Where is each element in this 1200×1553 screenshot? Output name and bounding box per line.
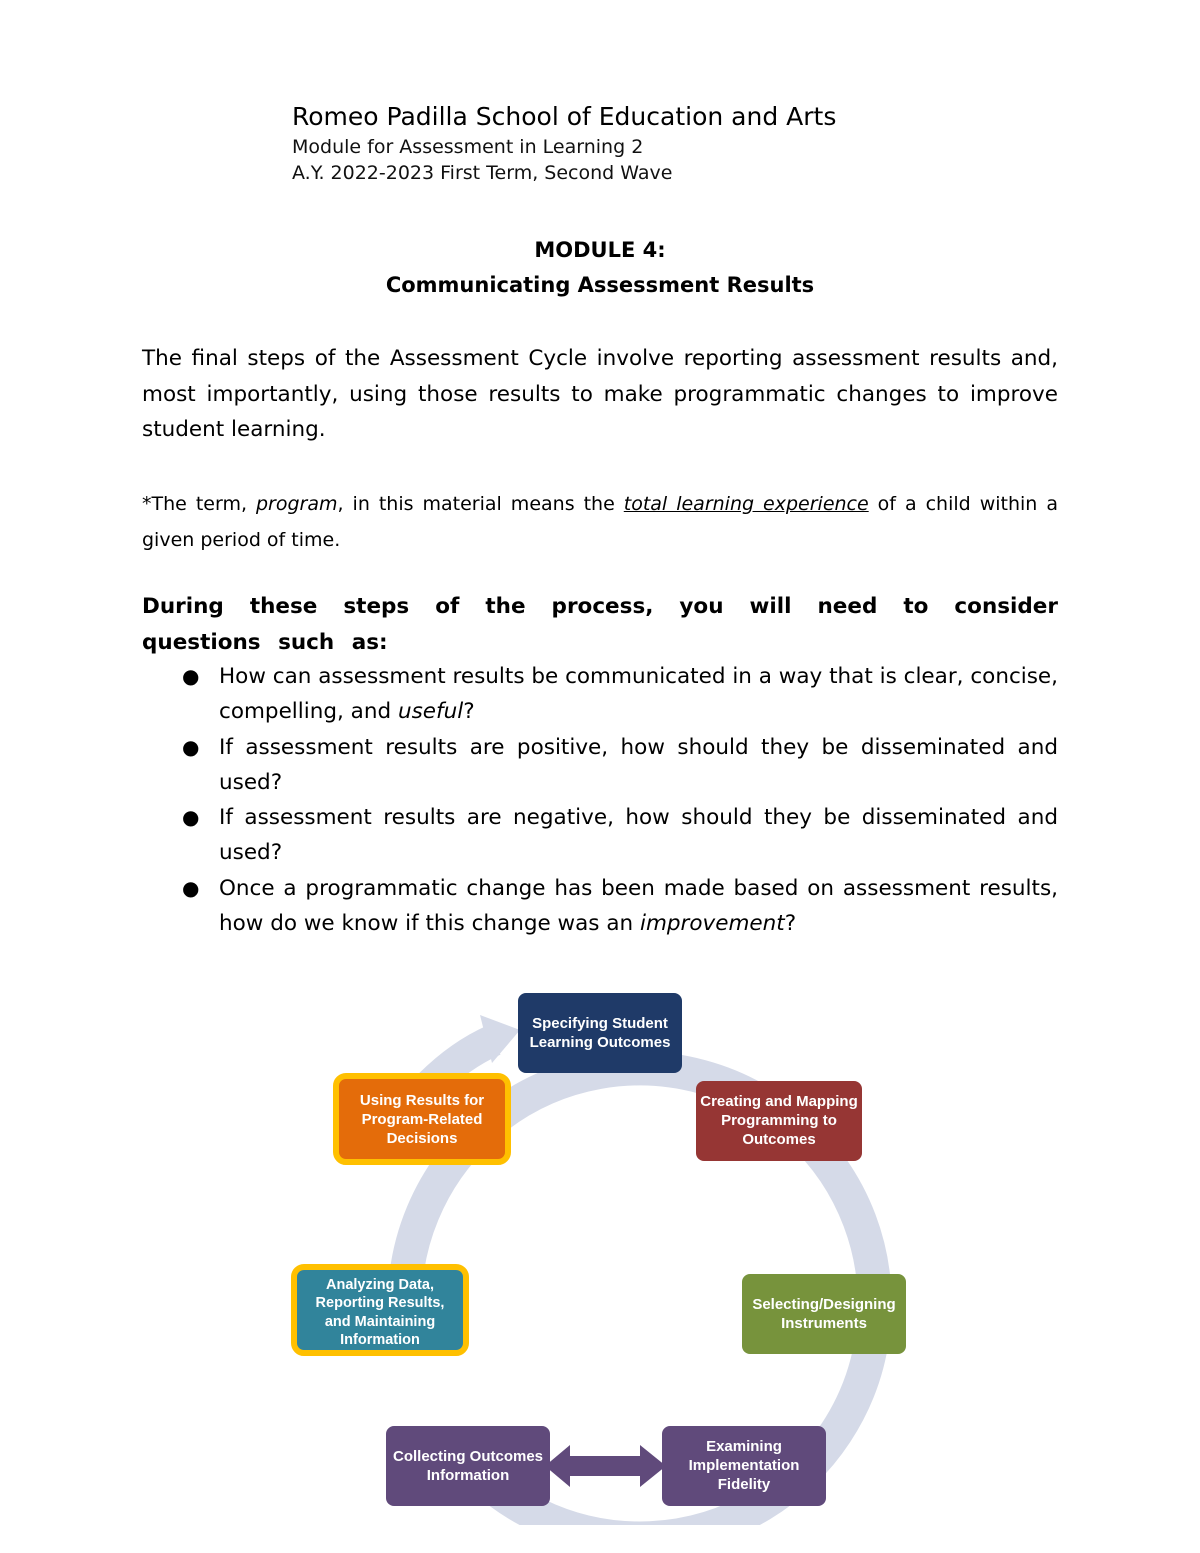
step-box (742, 1274, 906, 1354)
bullet-icon: ● (182, 664, 200, 688)
note-term: program (255, 493, 338, 515)
step-label-line: Decisions (386, 1130, 458, 1147)
assessment-cycle-diagram (280, 985, 920, 1525)
module-subtitle: Module for Assessment in Learning 2 (292, 136, 644, 158)
step-label-line: Instruments (781, 1315, 867, 1332)
questions-list (142, 659, 1058, 941)
list-item: ● Once a programmatic change has been made based on assessment results, how do we know if this change was an improvement? (142, 871, 1058, 942)
step-label-line: Using Results for (359, 1092, 485, 1109)
step-label-line: and Maintaining (324, 1314, 436, 1330)
step-label-line: Programming to (721, 1112, 837, 1129)
questions-lead: During these steps of the process, you will need to consider questions such as: (142, 594, 1058, 655)
bullet-icon: ● (182, 734, 200, 759)
double-arrow-shape (545, 1445, 666, 1487)
cycle-step-using-results (336, 1076, 508, 1162)
step-label-line: Learning Outcomes (529, 1034, 671, 1051)
step-label-line: Reporting Results, (315, 1295, 445, 1311)
cycle-step-examining-fidelity (662, 1426, 826, 1506)
step-label-line: Analyzing Data, (326, 1277, 434, 1293)
step-label-line: Implementation (688, 1457, 800, 1474)
step-label-line: Outcomes (742, 1131, 816, 1148)
intro-paragraph: The final steps of the Assessment Cycle involve reporting assessment results and, most importantly, using those results to make programmatic changes to improve student learning. (142, 346, 1058, 442)
step-label-line: Information (426, 1467, 510, 1484)
cycle-step-collecting-outcomes (386, 1426, 550, 1506)
step-label-line: Specifying Student (532, 1015, 668, 1032)
list-item: ● If assessment results are positive, how should they be disseminated and used? (142, 730, 1058, 801)
school-name: Romeo Padilla School of Education and Arts (292, 102, 837, 131)
module-title: Communicating Assessment Results (385, 273, 815, 297)
step-label-line: Fidelity (717, 1476, 771, 1493)
document-header (292, 100, 836, 186)
double-arrow-icon (545, 1445, 666, 1487)
note-underlined: total learning experience (623, 493, 869, 515)
step-label-line: Collecting Outcomes (392, 1448, 544, 1465)
step-box (386, 1426, 550, 1506)
step-label-line: Creating and Mapping (700, 1093, 858, 1110)
cycle-step-analyzing-reporting (294, 1267, 466, 1353)
step-label-line: Selecting/Designing (752, 1296, 896, 1313)
list-item: ● If assessment results are negative, how should they be disseminated and used? (142, 800, 1058, 871)
step-label-line: Information (340, 1332, 420, 1348)
note-middle: , in this material means the (337, 493, 624, 515)
bullet-icon: ● (182, 805, 200, 830)
list-item: ● How can assessment results be communicated in a way that is clear, concise, compelling, and useful? (142, 659, 1058, 730)
module-number: MODULE 4: (534, 238, 666, 262)
step-label-line: Examining (706, 1438, 782, 1455)
cycle-step-specifying (518, 993, 682, 1073)
bullet-icon: ● (182, 875, 200, 900)
note-suffix: of a child within a given period of time. (142, 493, 1058, 551)
cycle-step-selecting-designing (742, 1274, 906, 1354)
step-label-line: Program-Related (361, 1111, 483, 1128)
program-definition-note (142, 486, 1058, 558)
academic-term: A.Y. 2022-2023 First Term, Second Wave (292, 162, 673, 184)
cycle-step-creating-mapping (696, 1081, 862, 1161)
note-prefix: *The term, (142, 493, 256, 515)
step-box (518, 993, 682, 1073)
